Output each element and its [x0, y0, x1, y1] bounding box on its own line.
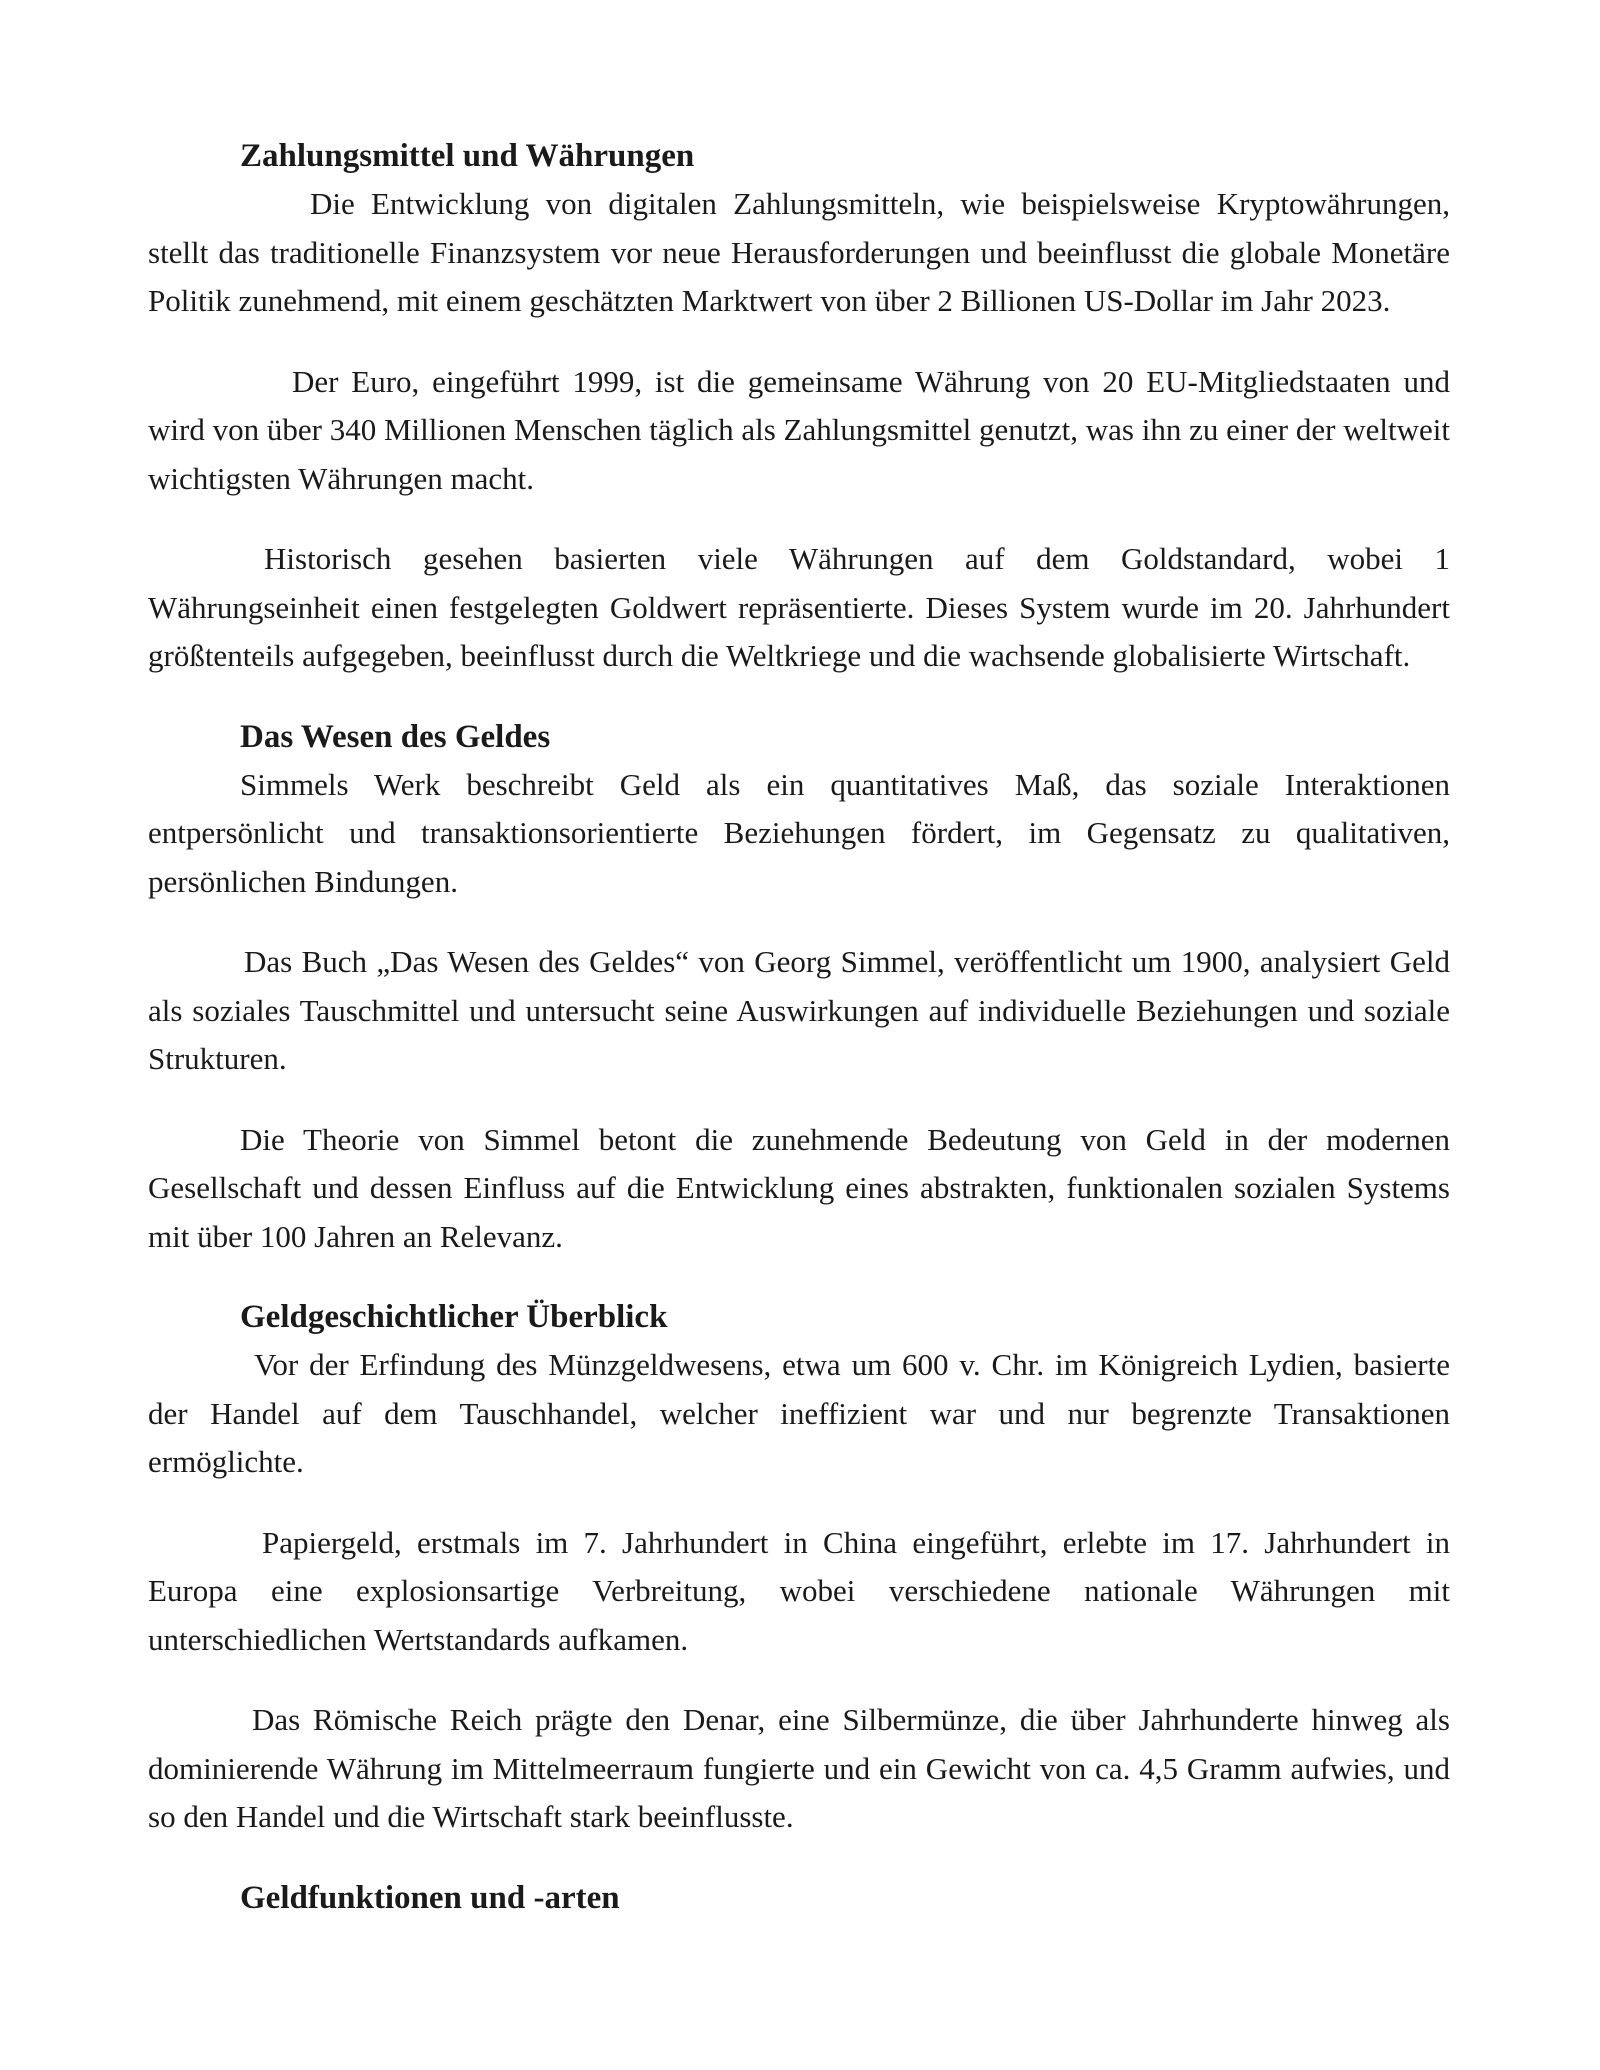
paragraph: Das Römische Reich prägte den Denar, eine Silbermünze, die über Jahrhunderte hinweg als dominierende Währung im Mittelmeerraum fungierte und ein Gewicht von ca. 4,5 Gramm aufwies, und so den Handel und die Wirtschaft stark beeinflusste.: [148, 1702, 1450, 1834]
paragraph: Historisch gesehen basierten viele Währungen auf dem Goldstandard, wobei 1 Währungseinheit einen festgelegten Goldwert repräsentierte. Dieses System wurde im 20. Jahrhundert größtenteils aufgegeben, beeinflusst durch die Weltkriege und die wachsende globalisierte Wirtschaft.: [148, 541, 1450, 673]
paragraph: Vor der Erfindung des Münzgeldwesens, etwa um 600 v. Chr. im Königreich Lydien, basierte der Handel auf dem Tauschhandel, welcher ineffizient war und nur begrenzte Transaktionen ermöglichte.: [148, 1347, 1450, 1479]
paragraph: Simmels Werk beschreibt Geld als ein quantitatives Maß, das soziale Interaktionen entpersönlicht und transaktionsorientierte Beziehungen fördert, im Gegensatz zu qualitativen, persönlichen Bindungen.: [148, 766, 1450, 899]
section-heading: Zahlungsmittel und Währungen: [240, 138, 695, 174]
paragraph: Die Entwicklung von digitalen Zahlungsmitteln, wie beispielsweise Kryptowährungen, stellt das traditionelle Finanzsystem vor neue Herausforderungen und beeinflusst die globale Monetäre Politik zunehmend, mit einem geschätzten Marktwert von über 2 Billionen US-Dollar im Jahr 2023.: [148, 186, 1450, 318]
document-page: [148, 132, 1450, 1922]
paragraph: Papiergeld, erstmals im 7. Jahrhundert in China eingeführt, erlebte im 17. Jahrhundert in Europa eine explosionsartige Verbreitung, wobei verschiedene nationale Währungen mit unterschiedlichen Wertstandards aufkamen.: [148, 1524, 1450, 1657]
paragraph: Das Buch „Das Wesen des Geldes“ von Georg Simmel, veröffentlicht um 1900, analysiert Geld als soziales Tauschmittel und untersucht seine Auswirkungen auf individuelle Beziehungen und soziale Strukturen.: [148, 944, 1450, 1076]
paragraph: Der Euro, eingeführt 1999, ist die gemeinsame Währung von 20 EU-Mitgliedstaaten und wird von über 340 Millionen Menschen täglich als Zahlungsmittel genutzt, was ihn zu einer der weltweit wichtigsten Währungen macht.: [148, 363, 1450, 496]
section-heading: Geldgeschichtlicher Überblick: [240, 1299, 668, 1335]
paragraph: Die Theorie von Simmel betont die zunehmende Bedeutung von Geld in der modernen Gesellschaft und dessen Einfluss auf die Entwicklung eines abstrakten, funktionalen sozialen Systems mit über 100 Jahren an Relevanz.: [148, 1121, 1450, 1254]
section-heading: Das Wesen des Geldes: [240, 718, 551, 755]
section-heading: Geldfunktionen und -arten: [240, 1879, 620, 1916]
